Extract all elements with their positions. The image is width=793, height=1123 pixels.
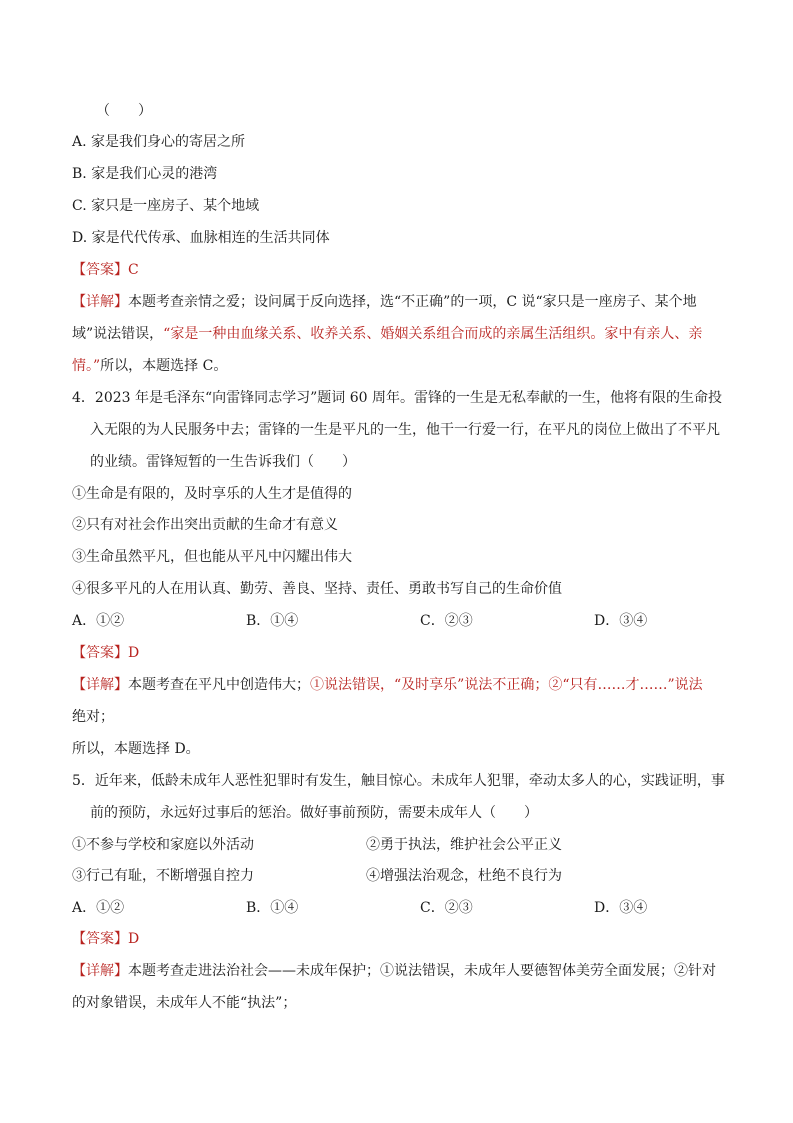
q4-choice-b: B．①④ xyxy=(246,613,299,629)
answer-value: D xyxy=(128,645,140,661)
q5-item-3: ③行己有耻，不断增强自控力 xyxy=(72,868,254,884)
answer-value: C xyxy=(128,262,139,278)
q5-detail-line-1: 【详解】本题考查走进法治社会——未成年保护；①说法错误，未成年人要德智体美劳全面发展；②针对 xyxy=(72,963,716,979)
q3-detail-line-2: 域”说法错误，“家是一种由血缘关系、收养关系、婚姻关系组合而成的亲属生活组织。家中有亲人、亲 xyxy=(72,326,703,342)
q5-choice-b: B．①④ xyxy=(246,900,299,916)
q3-option-d: D. 家是代代传承、血脉相连的生活共同体 xyxy=(72,230,330,246)
q4-item-4: ④很多平凡的人在用认真、勤劳、善良、坚持、责任、勇敢书写自己的生命价值 xyxy=(72,581,562,597)
q4-stem-line-3: 的业绩。雷锋短暂的一生告诉我们（ ） xyxy=(90,454,356,470)
q3-blank: （ ） xyxy=(96,103,152,119)
q4-detail-line-1: 【详解】本题考查在平凡中创造伟大；①说法错误，“及时享乐”说法不正确；②“只有……才……”说法 xyxy=(72,677,703,693)
detail-label: 【详解】 xyxy=(72,294,128,310)
q3-option-b: B. 家是我们心灵的港湾 xyxy=(72,166,218,182)
answer-label: 【答案】 xyxy=(72,645,128,661)
q5-stem-line-1: 5．近年来，低龄未成年人恶性犯罪时有发生，触目惊心。未成年人犯罪，牵动太多人的心，实践证明，事 xyxy=(72,773,725,789)
q4-stem-line-1: 4．2023 年是毛泽东“向雷锋同志学习”题词 60 周年。雷锋的一生是无私奉献的一生，他将有限的生命投 xyxy=(72,390,723,406)
q4-choice-a: A．①② xyxy=(72,613,125,629)
answer-value: D xyxy=(128,931,140,947)
q4-stem-line-2: 入无限的为人民服务中去；雷锋的一生是平凡的一生，他干一行爱一行，在平凡的岗位上做出了不平凡 xyxy=(90,422,720,438)
q5-answer xyxy=(72,930,139,948)
q3-option-c: C. 家只是一座房子、某个地域 xyxy=(72,198,260,214)
q5-choice-d: D．③④ xyxy=(594,900,648,916)
q4-detail-line-3: 所以，本题选择 D。 xyxy=(72,741,200,757)
q5-stem-line-2: 前的预防，永远好过事后的惩治。做好事前预防，需要未成年人（ ） xyxy=(90,805,538,821)
q5-choice-c: C．②③ xyxy=(420,900,473,916)
q5-detail-line-2: 的对象错误，未成年人不能“执法”； xyxy=(72,995,297,1011)
q4-item-3: ③生命虽然平凡，但也能从平凡中闪耀出伟大 xyxy=(72,549,352,565)
q5-item-2: ②勇于执法，维护社会公平正义 xyxy=(366,837,562,853)
q5-item-1: ①不参与学校和家庭以外活动 xyxy=(72,837,254,853)
q4-item-2: ②只有对社会作出突出贡献的生命才有意义 xyxy=(72,517,338,533)
q4-choice-c: C．②③ xyxy=(420,613,473,629)
answer-label: 【答案】 xyxy=(72,931,128,947)
q4-choice-d: D．③④ xyxy=(594,613,648,629)
q5-choice-a: A．①② xyxy=(72,900,125,916)
q3-detail-line-3: 情。”所以，本题选择 C。 xyxy=(72,358,228,374)
q3-detail-line-1: 【详解】本题考查亲情之爱；设问属于反向选择，选“不正确”的一项，C 说“家只是一座房子、某个地 xyxy=(72,294,697,310)
q4-answer xyxy=(72,644,139,662)
answer-label: 【答案】 xyxy=(72,262,128,278)
detail-label: 【详解】 xyxy=(72,963,128,979)
q3-option-a: A. 家是我们身心的寄居之所 xyxy=(72,134,246,150)
q5-item-4: ④增强法治观念，杜绝不良行为 xyxy=(366,868,562,884)
q4-item-1: ①生命是有限的，及时享乐的人生才是值得的 xyxy=(72,486,352,502)
q3-answer xyxy=(72,261,139,279)
detail-label: 【详解】 xyxy=(72,677,128,693)
q4-detail-line-2: 绝对； xyxy=(72,709,114,725)
